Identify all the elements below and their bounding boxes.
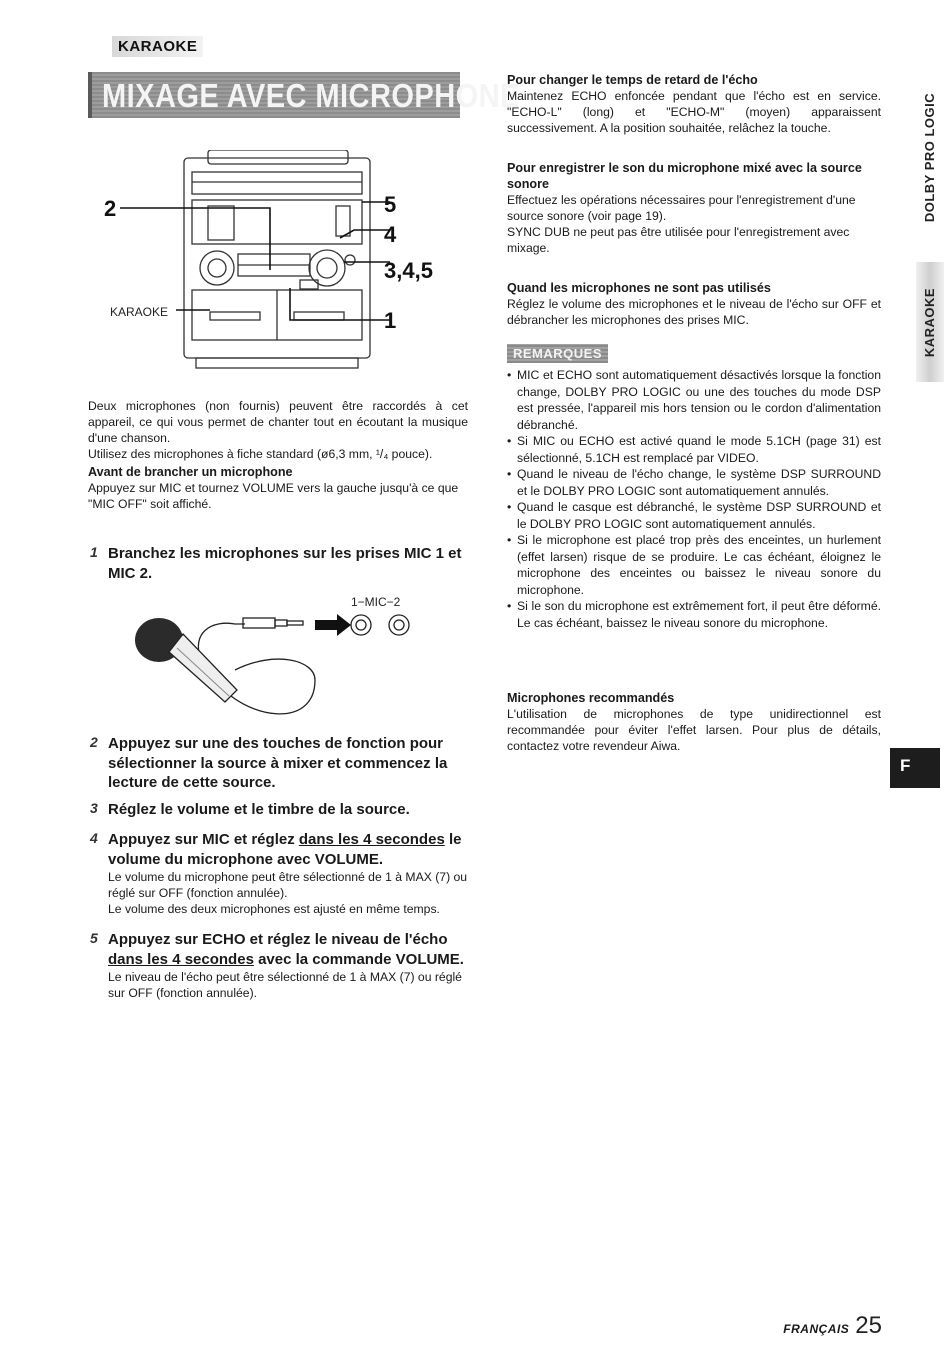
step-5: [88, 930, 468, 1001]
record-text: Effectuez les opérations nécessaires pour l'enregistrement d'une source sonore (voir page 19).: [507, 193, 856, 223]
list-item: • Quand le niveau de l'écho change, le système DSP SURROUND et le DOLBY PRO LOGIC sont automatiquement annulés.: [507, 466, 881, 499]
section-tag: KARAOKE: [112, 36, 203, 57]
list-item: • Si MIC ou ECHO est activé quand le mode 5.1CH (page 31) est sélectionné, 5.1CH est remplacé par VIDEO.: [507, 433, 881, 466]
echo-delay-block: [507, 72, 881, 136]
step-description: Le niveau de l'écho peut être sélectionné de 1 à MAX (7) ou réglé sur OFF (fonction annulée).: [108, 970, 462, 1000]
recommended-heading: Microphones recommandés: [507, 691, 675, 705]
list-item: • MIC et ECHO sont automatiquement désactivés lorsque la fonction change, DOLBY PRO LOGIC ou une des touches du mode DSP est pressée, l'appareil mis hors tension ou le cordon d'alimentation débranché.: [507, 367, 881, 433]
footer-language: FRANÇAIS: [783, 1322, 850, 1336]
page-number: 25: [855, 1312, 882, 1339]
callout-2: 2: [104, 196, 117, 221]
step-number: 2: [90, 734, 98, 750]
record-block: [507, 160, 881, 256]
step-number: 3: [90, 800, 98, 816]
remarques-label: REMARQUES: [507, 344, 608, 363]
before-heading: Avant de brancher un microphone: [88, 465, 293, 479]
mic-jack-label: 1−MIC−2: [351, 595, 401, 609]
callout-5: 5: [384, 192, 397, 217]
step-1: [88, 544, 468, 583]
step-2: [88, 734, 468, 793]
step-text: Appuyez sur MIC et réglez dans les 4 secondes le volume du microphone avec VOLUME.: [108, 831, 462, 868]
page-title: MIXAGE AVEC MICROPHONE: [102, 77, 520, 114]
list-item: • Si le microphone est placé trop près des enceintes, un hurlement (effet larsen) risque de se produire. Le cas échéant, éloignez le microphone des enceintes ou baissez le niveau sonore du microphone.: [507, 532, 881, 598]
side-tab-label: KARAOKE: [922, 287, 938, 357]
intro-paragraph: Deux microphones (non fournis) peuvent être raccordés à cet appareil, ce qui vous permet de chanter tout en écoutant la musique d'une chanson.: [88, 399, 468, 445]
intro-block: [88, 398, 468, 512]
unused-text: Réglez le volume des microphones et le niveau de l'écho sur OFF et débrancher les microphones des prises MIC.: [507, 297, 881, 327]
recommended-block: [507, 690, 881, 754]
step-3: [88, 800, 468, 820]
stereo-system-illustration: [100, 150, 460, 380]
echo-delay-text: Maintenez ECHO enfoncée pendant que l'écho est en service. "ECHO-L" (long) et "ECHO-M" (moyen) apparaissent successivement. A la position souhaitée, relâchez la touche.: [507, 89, 881, 135]
remarques-list: [507, 367, 881, 631]
intro-plug-note: Utilisez des microphones à fiche standard (ø6,3 mm, ¹/₄ pouce).: [88, 447, 433, 461]
step-number: 4: [90, 830, 98, 846]
step-4: [88, 830, 468, 917]
microphone-connection-illustration: [125, 590, 435, 730]
step-description: Le volume du microphone peut être sélectionné de 1 à MAX (7) ou réglé sur OFF (fonction annulée).: [108, 870, 468, 900]
echo-delay-heading: Pour changer le temps de retard de l'écho: [507, 73, 758, 87]
side-tab-language: [890, 748, 940, 788]
step-number: 5: [90, 930, 98, 946]
side-tab-label: F: [900, 756, 911, 775]
step-text: Appuyez sur ECHO et réglez le niveau de l'écho dans les 4 secondes avec la commande VOLUME.: [108, 931, 464, 968]
step-text: Branchez les microphones sur les prises MIC 1 et MIC 2.: [108, 545, 462, 582]
step-number: 1: [90, 544, 98, 560]
unused-block: [507, 280, 881, 328]
side-tab-karaoke: [916, 262, 944, 382]
side-tab-dolby-pro-logic: [916, 62, 944, 252]
callout-1: 1: [384, 308, 397, 333]
step-description: Le volume des deux microphones est ajusté en même temps.: [108, 902, 440, 916]
recommended-text: L'utilisation de microphones de type unidirectionnel est recommandée pour éviter l'effet larsen. Pour plus de détails, contactez votre revendeur Aiwa.: [507, 707, 881, 753]
unused-heading: Quand les microphones ne sont pas utilisés: [507, 281, 771, 295]
callout-345: 3,4,5: [384, 258, 433, 283]
side-tab-label: DOLBY PRO LOGIC: [922, 92, 938, 222]
before-text: Appuyez sur MIC et tournez VOLUME vers la gauche jusqu'à ce que "MIC OFF" soit affiché.: [88, 481, 459, 511]
record-text-syncdub: SYNC DUB ne peut pas être utilisée pour l'enregistrement avec mixage.: [507, 225, 850, 255]
karaoke-label: KARAOKE: [110, 305, 169, 319]
record-heading: Pour enregistrer le son du microphone mixé avec la source sonore: [507, 161, 862, 191]
page-footer: [783, 1312, 882, 1340]
list-item: • Si le son du microphone est extrêmement fort, il peut être déformé. Le cas échéant, baissez le niveau sonore du microphone.: [507, 598, 881, 631]
list-item: • Quand le casque est débranché, le système DSP SURROUND et le DOLBY PRO LOGIC sont automatiquement annulés.: [507, 499, 881, 532]
step-text: Appuyez sur une des touches de fonction pour sélectionner la source à mixer et commencez la lecture de cette source.: [108, 735, 448, 791]
remarques-block: [507, 344, 881, 631]
callout-4: 4: [384, 222, 397, 247]
step-text: Réglez le volume et le timbre de la source.: [108, 801, 410, 818]
page-title-banner: [88, 72, 520, 118]
